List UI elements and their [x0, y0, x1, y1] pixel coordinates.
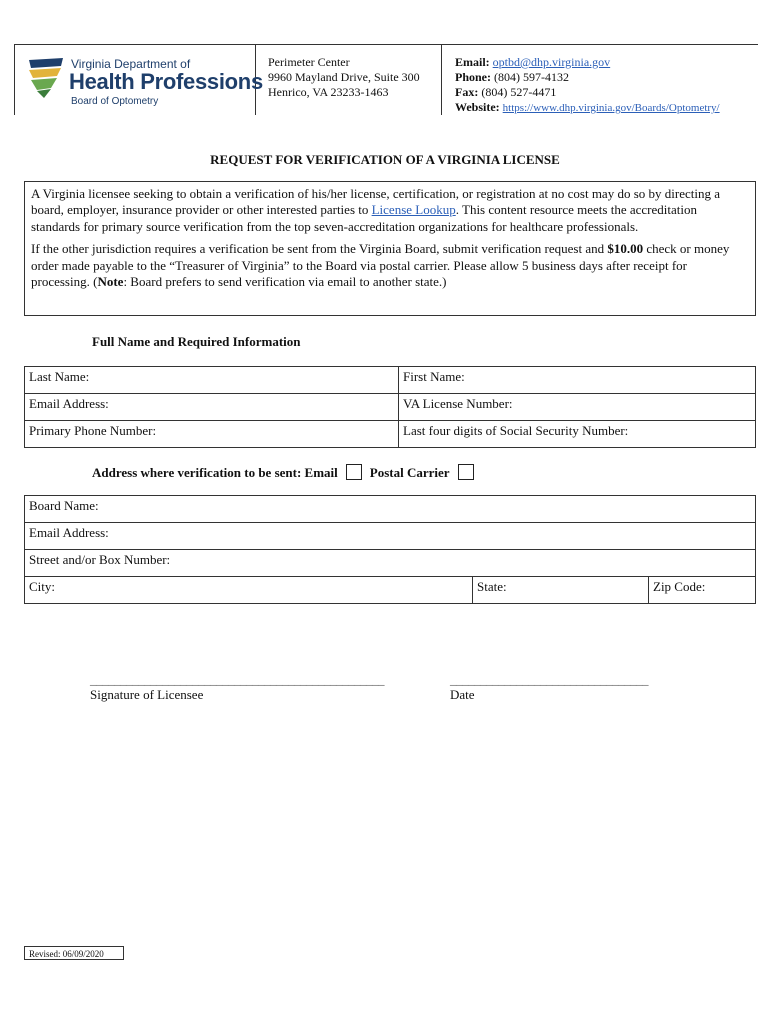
- street-field[interactable]: Street and/or Box Number:: [25, 550, 756, 577]
- state-field[interactable]: State:: [473, 577, 649, 604]
- logo-line3: Board of Optometry: [71, 96, 159, 107]
- signature-line[interactable]: _________________________________________________: [90, 672, 384, 687]
- intro-text: : Board prefers to send verification via email to another state.): [123, 274, 447, 290]
- license-number-field[interactable]: VA License Number:: [399, 394, 756, 421]
- logo-line2: Health Professions: [69, 69, 263, 94]
- fax-label: Fax:: [455, 85, 479, 99]
- fee-amount: $10.00: [607, 241, 644, 257]
- revision-date: Revised: 06/09/2020: [24, 946, 124, 960]
- address-heading-text: Address where verification to be sent: Email: [92, 465, 338, 480]
- mailing-address: [256, 45, 442, 115]
- contact-info: [444, 45, 758, 115]
- recipient-address-table: [24, 495, 756, 604]
- license-lookup-link[interactable]: License Lookup: [371, 202, 456, 218]
- website-link[interactable]: https://www.dhp.virginia.gov/Boards/Optometry/: [502, 102, 720, 114]
- signature-label: Signature of Licensee: [90, 687, 204, 702]
- section-heading-name: Full Name and Required Information: [92, 334, 301, 349]
- city-field[interactable]: City:: [25, 577, 473, 604]
- first-name-field[interactable]: First Name:: [399, 367, 756, 394]
- intro-text: If the other jurisdiction requires a verification be sent from the Virginia Board, submit verification request and: [31, 241, 608, 257]
- postal-label: Postal Carrier: [369, 465, 450, 480]
- phone-field[interactable]: Primary Phone Number:: [25, 421, 399, 448]
- intro-text: check or money order made payable to the “Treasurer of Virginia” to the Board via postal carrier. Please allow 5 business days after receipt for processing. (: [31, 241, 730, 290]
- postal-carrier-checkbox[interactable]: [458, 464, 474, 480]
- intro-paragraph-1: [31, 186, 749, 235]
- email-label: Email:: [455, 55, 490, 69]
- page-title: REQUEST FOR VERIFICATION OF A VIRGINIA LICENSE: [210, 152, 560, 167]
- address-line: Henrico, VA 23233-1463: [268, 85, 389, 99]
- phone-value: (804) 597-4132: [494, 70, 569, 84]
- dhp-logo: [14, 45, 263, 115]
- intro-box: [24, 181, 756, 316]
- intro-text: A Virginia licensee seeking to obtain a verification of his/her license, certification, or registration at no cost may do so by directing a board, employer, insurance provider or other interested parties to: [31, 186, 720, 218]
- letterhead: [14, 44, 758, 115]
- address-line: Perimeter Center: [268, 55, 350, 69]
- ssn-last-four-field[interactable]: Last four digits of Social Security Number:: [399, 421, 756, 448]
- fax-value: (804) 527-4471: [481, 85, 557, 99]
- intro-paragraph-2: [31, 241, 749, 290]
- logo-line1: Virginia Department of: [71, 57, 191, 71]
- phone-label: Phone:: [455, 70, 491, 84]
- address-line: 9960 Mayland Drive, Suite 300: [268, 70, 420, 84]
- email-link[interactable]: optbd@dhp.virginia.gov: [492, 55, 611, 69]
- zip-code-field[interactable]: Zip Code:: [649, 577, 756, 604]
- intro-text: . This content resource meets the accreditation standards for primary source verification from the top seven-accreditation organizations for healthcare professionals.: [31, 202, 697, 234]
- email-checkbox[interactable]: [346, 464, 362, 480]
- email-field[interactable]: Email Address:: [25, 394, 399, 421]
- virginia-seal-icon: [27, 56, 67, 100]
- recipient-email-field[interactable]: Email Address:: [25, 523, 756, 550]
- applicant-info-table: [24, 366, 756, 448]
- date-line[interactable]: _________________________________: [450, 672, 648, 687]
- board-name-field[interactable]: Board Name:: [25, 496, 756, 523]
- date-label: Date: [450, 687, 475, 702]
- last-name-field[interactable]: Last Name:: [25, 367, 399, 394]
- note-label: Note: [97, 274, 124, 290]
- website-label: Website:: [455, 100, 500, 114]
- section-heading-address: [92, 464, 482, 481]
